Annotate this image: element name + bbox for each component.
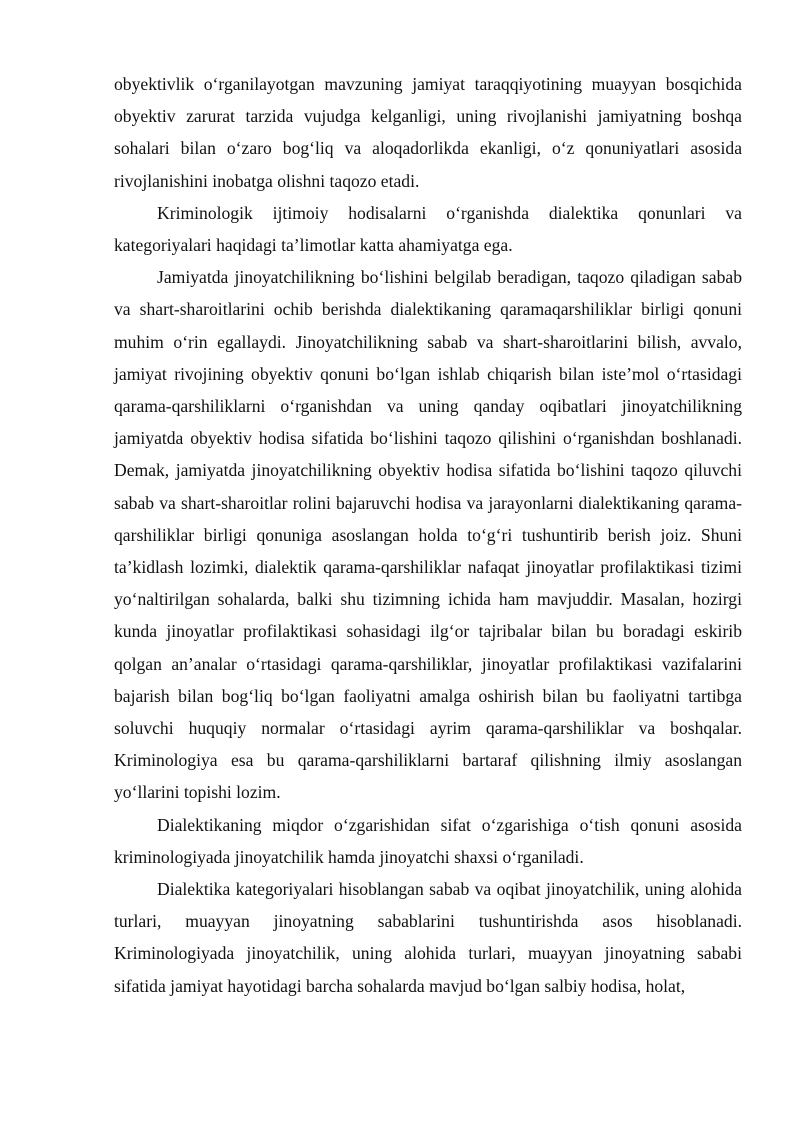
paragraph: Kriminologik ijtimoiy hodisalarni o‘rganishda dialektika qonunlari va kategoriyalari haqidagi ta’limotlar katta ahamiyatga ega. (114, 202, 742, 256)
paragraph-continuation: obyektivlik o‘rganilayotgan mavzuning jamiyat taraqqiyotining muayyan bosqichida obyektiv zarurat tarzida vujudga kelganligi, uning rivojlanishi jamiyatning boshqa sohalari bilan o‘zaro bog‘liq va aloqadorlikda ekanligi, o‘z qonuniyatlari asosida rivojlanishini inobatga olishni taqozo etadi. (114, 74, 742, 191)
document-body (114, 68, 742, 1002)
paragraph: Jamiyatda jinoyatchilikning bo‘lishini belgilab beradigan, taqozo qiladigan sabab va shart-sharoitlarini ochib berishda dialektikaning qaramaqarshiliklar birligi qonuni muhim o‘rin egallaydi. Jinoyatchilikning sabab va shart-sharoitlarini bilish, avvalo, jamiyat rivojining obyektiv qonuni bo‘lgan ishlab chiqarish bilan iste’mol o‘rtasidagi qarama-qarshiliklarni o‘rganishdan va uning qanday oqibatlari jinoyatchilikning jamiyatda obyektiv hodisa sifatida bo‘lishini taqozo qilishini o‘rganishdan boshlanadi. Demak, jamiyatda jinoyatchilikning obyektiv hodisa sifatida bo‘lishini taqozo qiluvchi sabab va shart-sharoitlar rolini bajaruvchi hodisa va jarayonlarni dialektikaning qarama-qarshiliklar birligi qonuniga asoslangan holda to‘g‘ri tushuntirib berish joiz. Shuni ta’kidlash lozimki, dialektik qarama-qarshiliklar nafaqat jinoyatlar profilaktikasi tizimi yo‘naltirilgan sohalarda, balki shu tizimning ichida ham mavjuddir. Masalan, hozirgi kunda jinoyatlar profilaktikasi sohasidagi ilg‘or tajribalar bilan bu boradagi eskirib qolgan an’analar o‘rtasidagi qarama-qarshiliklar, jinoyatlar profilaktikasi vazifalarini bajarish bilan bog‘liq bo‘lgan faoliyatni amalga oshirish bilan bu faoliyatni tartibga soluvchi huquqiy normalar o‘rtasidagi ayrim qarama-qarshiliklar va boshqalar. Kriminologiya esa bu qarama-qarshiliklarni bartaraf qilishning ilmiy asoslangan yo‘llarini topishi lozim. (114, 267, 742, 803)
paragraph: Dialektikaning miqdor o‘zgarishidan sifat o‘zgarishiga o‘tish qonuni asosida kriminologiyada jinoyatchilik hamda jinoyatchi shaxsi o‘rganiladi. (114, 814, 742, 867)
paragraph: Dialektika kategoriyalari hisoblangan sabab va oqibat jinoyatchilik, uning alohida turlari, muayyan jinoyatning sabablarini tushuntirishda asos hisoblanadi. Kriminologiyada jinoyatchilik, uning alohida turlari, muayyan jinoyatning sababi sifatida jamiyat hayotidagi barcha sohalarda mavjud bo‘lgan salbiy hodisa, holat, (114, 879, 742, 996)
